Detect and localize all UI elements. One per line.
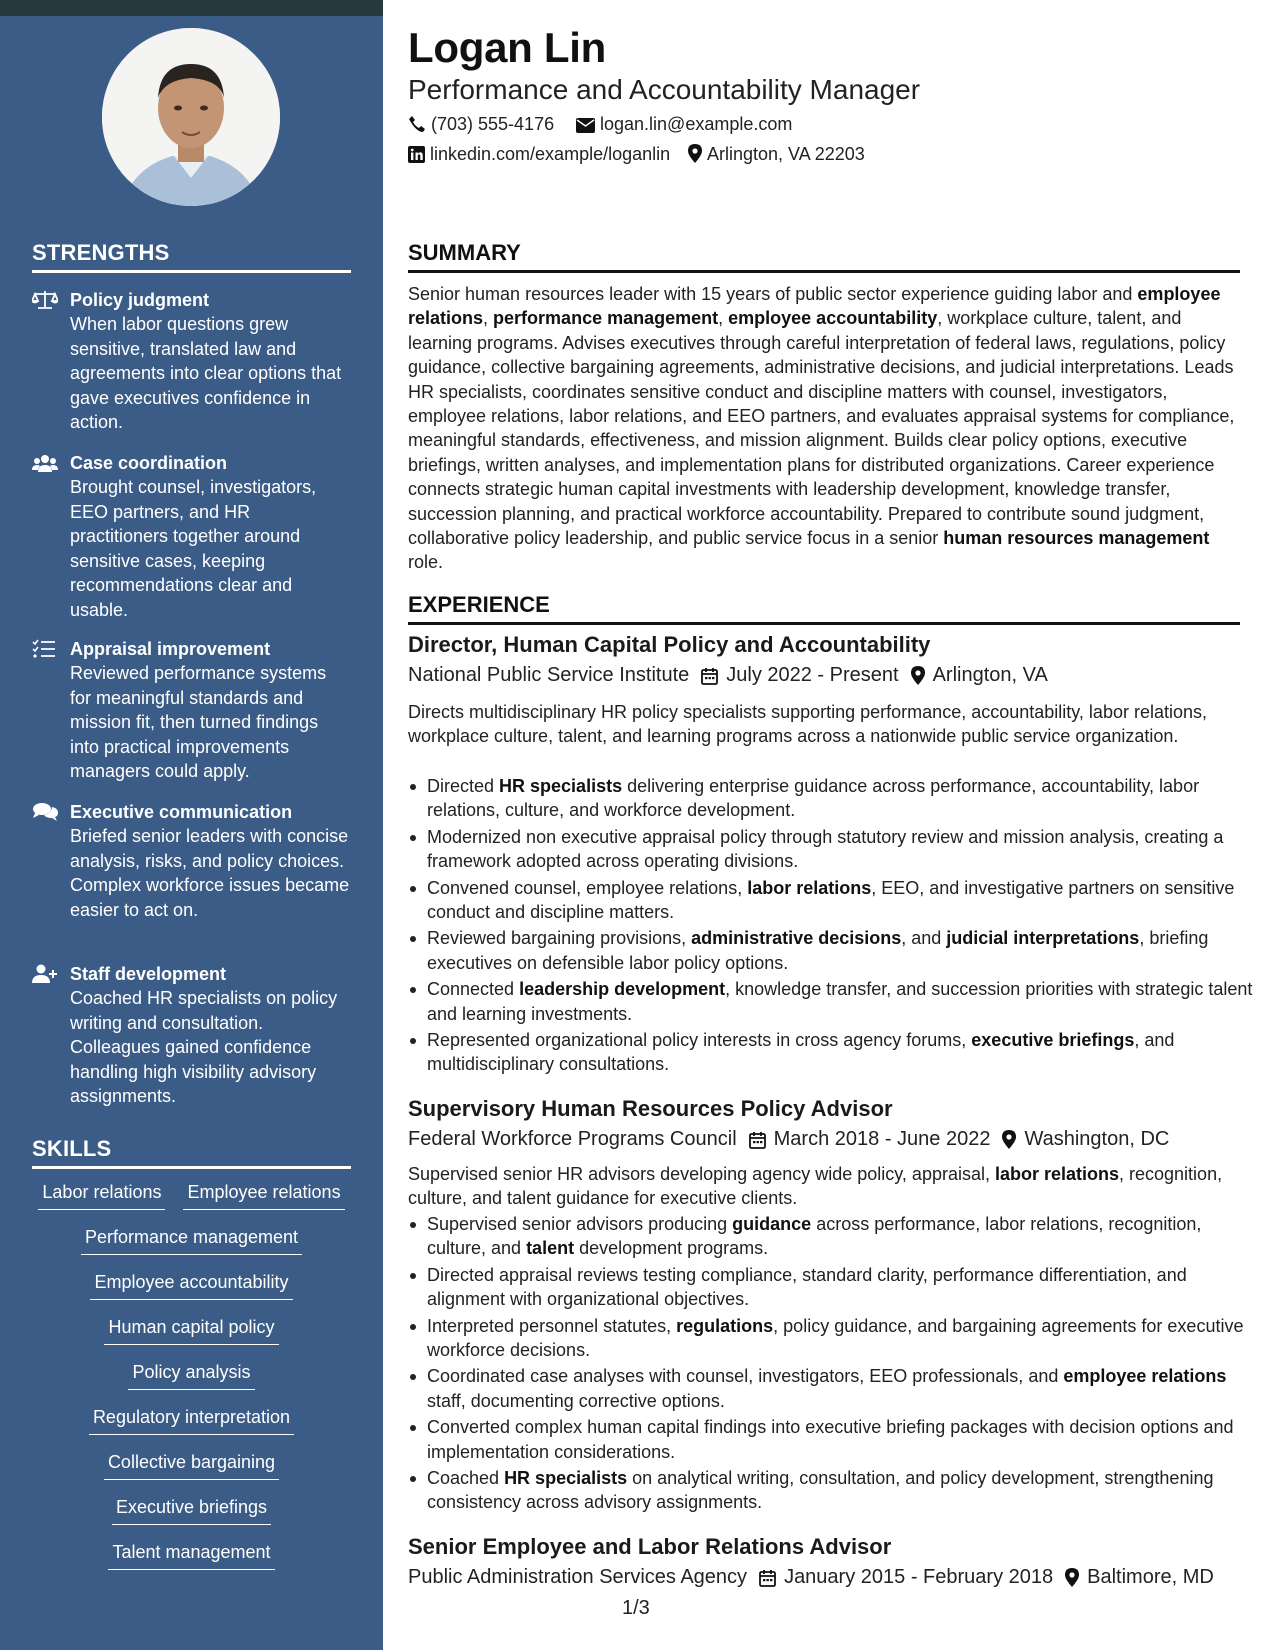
emphasized-text: guidance xyxy=(732,1214,812,1234)
emphasized-text: judicial interpretations xyxy=(946,928,1140,949)
text-run: , policy guidance, and bargaining agreements for executive workforce decisions. xyxy=(427,1315,1244,1361)
skill-tag: Performance management xyxy=(81,1225,302,1255)
bullet-item xyxy=(427,774,1259,823)
text-run: Connected xyxy=(427,979,520,1000)
skills-list xyxy=(32,1180,351,1585)
skill-tag: Employee accountability xyxy=(90,1270,292,1300)
linkedin-link[interactable]: linkedin.com/example/loganlin xyxy=(430,144,671,164)
emphasized-text: HR specialists xyxy=(499,776,623,796)
emphasized-text: employee relations xyxy=(408,284,1221,329)
page-number: 1/3 xyxy=(622,1597,650,1619)
skill-tag: Employee relations xyxy=(183,1180,344,1210)
job-bullets xyxy=(408,774,1259,1079)
text-run: Directs multidisciplinary HR policy specialists supporting performance, accountability, labor relations, workplace culture, talent, and learning programs across a nationwide public service organization. xyxy=(408,702,1207,747)
emphasized-text: HR specialists xyxy=(504,1468,628,1489)
job-bullets xyxy=(408,1212,1259,1517)
job-meta xyxy=(408,1128,1169,1151)
calendar-icon xyxy=(749,1131,766,1149)
strength-description: Coached HR specialists on policy writing and consultation. Colleagues gained confidence handling high visibility advisory assignments. xyxy=(70,988,338,1106)
text-run: delivering enterprise guidance across performance, accountability, labor relations, culture, and workforce development. xyxy=(427,776,1200,821)
strength-staff-development xyxy=(32,962,352,1109)
bullet-item xyxy=(427,1028,1259,1077)
emphasized-text: employee accountability xyxy=(728,308,938,329)
job-description xyxy=(408,700,1240,749)
strength-case-coordination xyxy=(32,451,352,622)
map-pin-icon xyxy=(1065,1568,1079,1587)
text-run: , workplace culture, talent, and learning programs. Advises executives through careful interpretation of federal laws, regulations, policy guidance, collective bargaining agreements, administrative decisions, and judicial interpretations. Leads HR specialists, coordinates sensitive conduct and discipline matters with counsel, investigators, employee relations, labor relations, and EEO partners, and evaluates appraisal systems for compliance, meaningful standards, effectiveness, and mission alignment. Builds clear policy options, executive briefings, written analyses, and implementation plans for distributed organizations. Career experience connects strategic human capital investments with leadership development, knowledge transfer, succession planning, and practical workforce accountability. Prepared to contribute sound judgment, collaborative policy leadership, and public service focus in a senior xyxy=(408,308,1235,549)
text-run: , recognition, culture, and talent guidance for executive clients. xyxy=(408,1164,1223,1209)
text-run: , and multidisciplinary consultations. xyxy=(427,1030,1175,1075)
text-run: Senior human resources leader with 15 years of public sector experience guiding labor and xyxy=(408,284,1138,304)
bullet-item xyxy=(427,876,1259,925)
skills-heading: SKILLS xyxy=(32,1136,351,1169)
bullet-item xyxy=(427,1415,1259,1464)
strength-description: Briefed senior leaders with concise analysis, risks, and policy choices. Complex workforce issues became easier to act on. xyxy=(70,826,350,920)
strength-appraisal-improvement xyxy=(32,637,352,784)
sidebar xyxy=(0,0,383,1650)
strength-description: When labor questions grew sensitive, translated law and agreements into clear options that gave executives confidence in action. xyxy=(70,314,342,432)
text-run: on analytical writing, consultation, and policy development, strengthening consistency across advisory assignments. xyxy=(427,1468,1214,1513)
linkedin-icon xyxy=(408,146,425,163)
emphasized-text: human resources management xyxy=(943,528,1210,549)
job-organization: Public Administration Services Agency xyxy=(408,1566,748,1588)
text-run: role. xyxy=(408,552,444,573)
experience-heading: EXPERIENCE xyxy=(408,592,1240,625)
skill-tag: Labor relations xyxy=(38,1180,165,1210)
text-run: Directed xyxy=(427,776,500,796)
skill-tag: Executive briefings xyxy=(112,1495,271,1525)
envelope-icon xyxy=(576,118,595,133)
emphasized-text: talent xyxy=(526,1238,575,1259)
bullet-item xyxy=(427,1466,1259,1515)
job-organization: Federal Workforce Programs Council xyxy=(408,1128,737,1150)
users-icon xyxy=(32,453,58,473)
skill-tag: Talent management xyxy=(108,1540,274,1570)
user-plus-icon xyxy=(32,964,58,984)
strengths-heading: STRENGTHS xyxy=(32,240,351,273)
text-run: Converted complex human capital findings into executive briefing packages with decision options and implementation considerations. xyxy=(427,1417,1234,1462)
emphasized-text: regulations xyxy=(676,1315,774,1336)
bullet-item xyxy=(427,825,1259,874)
job-dates: March 2018 - June 2022 xyxy=(773,1128,991,1150)
phone-number: (703) 555-4176 xyxy=(431,114,555,134)
map-pin-icon xyxy=(688,144,702,163)
map-pin-icon xyxy=(911,666,925,685)
calendar-icon xyxy=(701,667,718,685)
text-run: Interpreted personnel statutes, xyxy=(427,1315,677,1336)
job-title: Supervisory Human Resources Policy Advisor xyxy=(408,1096,893,1121)
skill-tag: Collective bargaining xyxy=(104,1450,279,1480)
text-run: Coached xyxy=(427,1468,505,1489)
bullet-item xyxy=(427,926,1259,975)
email-link[interactable]: logan.lin@example.com xyxy=(600,114,793,134)
text-run: , EEO, and investigative partners on sensitive conduct and discipline matters. xyxy=(427,877,1235,923)
bullet-item xyxy=(427,1263,1259,1312)
map-pin-icon xyxy=(1002,1130,1016,1149)
strength-title: Staff development xyxy=(70,964,227,984)
job-meta xyxy=(408,1566,1214,1589)
skill-tag: Regulatory interpretation xyxy=(89,1405,294,1435)
phone-icon xyxy=(408,115,426,133)
job-meta xyxy=(408,664,1048,687)
text-run: , xyxy=(718,308,729,329)
text-run: , xyxy=(483,308,494,329)
emphasized-text: employee relations xyxy=(1063,1366,1227,1387)
phone-contact xyxy=(408,114,554,135)
text-run: , briefing executives on defensible labor policy options. xyxy=(427,928,1209,973)
text-run: Directed appraisal reviews testing compliance, standard clarity, performance differentiation, and alignment with organizational objectives. xyxy=(427,1264,1187,1310)
job-title: Senior Employee and Labor Relations Advisor xyxy=(408,1534,892,1559)
bullet-item xyxy=(427,1364,1259,1413)
bullet-item xyxy=(427,1314,1259,1363)
location-contact xyxy=(688,144,865,165)
job-description xyxy=(408,1162,1240,1211)
text-run: Reviewed bargaining provisions, xyxy=(427,928,692,949)
strength-policy-judgment xyxy=(32,288,352,435)
strength-description: Reviewed performance systems for meaningful standards and mission fit, then turned findings into practical improvements managers could apply. xyxy=(70,663,327,781)
scale-icon xyxy=(32,290,58,310)
summary-text xyxy=(408,282,1240,575)
candidate-title: Performance and Accountability Manager xyxy=(408,74,921,105)
sidebar-top-band xyxy=(0,0,383,16)
checklist-icon xyxy=(32,639,58,659)
text-run: Modernized non executive appraisal policy through statutory review and mission analysis, creating a framework adopted across operating divisions. xyxy=(427,826,1224,872)
bullet-item xyxy=(427,1212,1259,1261)
strength-title: Appraisal improvement xyxy=(70,639,271,659)
text-run: Coordinated case analyses with counsel, investigators, EEO professionals, and xyxy=(427,1366,1064,1387)
job-location: Baltimore, MD xyxy=(1087,1566,1214,1588)
job-title: Director, Human Capital Policy and Accountability xyxy=(408,632,931,657)
text-run: staff, documenting corrective options. xyxy=(427,1390,725,1411)
text-run: Convened counsel, employee relations, xyxy=(427,877,748,898)
location-text: Arlington, VA 22203 xyxy=(707,144,865,164)
profile-photo xyxy=(102,28,280,206)
text-run: Represented organizational policy interests in cross agency forums, xyxy=(427,1030,972,1051)
strength-title: Policy judgment xyxy=(70,290,210,310)
emphasized-text: labor relations xyxy=(747,877,872,898)
text-run: development programs. xyxy=(574,1238,769,1259)
calendar-icon xyxy=(759,1569,776,1587)
job-dates: January 2015 - February 2018 xyxy=(784,1566,1054,1588)
strength-executive-communication xyxy=(32,800,352,922)
skill-tag: Human capital policy xyxy=(104,1315,278,1345)
candidate-name: Logan Lin xyxy=(408,24,606,71)
job-location: Arlington, VA xyxy=(932,664,1048,686)
emphasized-text: performance management xyxy=(493,308,719,329)
emphasized-text: labor relations xyxy=(994,1164,1120,1184)
text-run: Supervised senior advisors producing xyxy=(427,1214,733,1234)
strength-description: Brought counsel, investigators, EEO partners, and HR practitioners together around sensitive cases, keeping recommendations clear and usable. xyxy=(70,477,317,620)
job-dates: July 2022 - Present xyxy=(726,664,899,686)
job-location: Washington, DC xyxy=(1024,1128,1170,1150)
strength-title: Executive communication xyxy=(70,802,293,822)
job-organization: National Public Service Institute xyxy=(408,664,690,686)
text-run: , knowledge transfer, and succession priorities with strategic talent and learning investments. xyxy=(427,979,1253,1024)
summary-heading: SUMMARY xyxy=(408,240,1240,273)
email-contact[interactable] xyxy=(576,114,792,135)
bullet-item xyxy=(427,977,1259,1026)
text-run: across performance, labor relations, recognition, culture, and xyxy=(427,1214,1202,1259)
strength-title: Case coordination xyxy=(70,453,228,473)
emphasized-text: leadership development xyxy=(519,979,726,1000)
text-run: Supervised senior HR advisors developing agency wide policy, appraisal, xyxy=(408,1164,995,1184)
text-run: , and xyxy=(901,928,947,949)
chat-icon xyxy=(32,802,58,822)
emphasized-text: executive briefings xyxy=(971,1030,1135,1051)
skill-tag: Policy analysis xyxy=(128,1360,254,1390)
emphasized-text: administrative decisions xyxy=(691,928,902,949)
linkedin-contact[interactable] xyxy=(408,144,670,165)
